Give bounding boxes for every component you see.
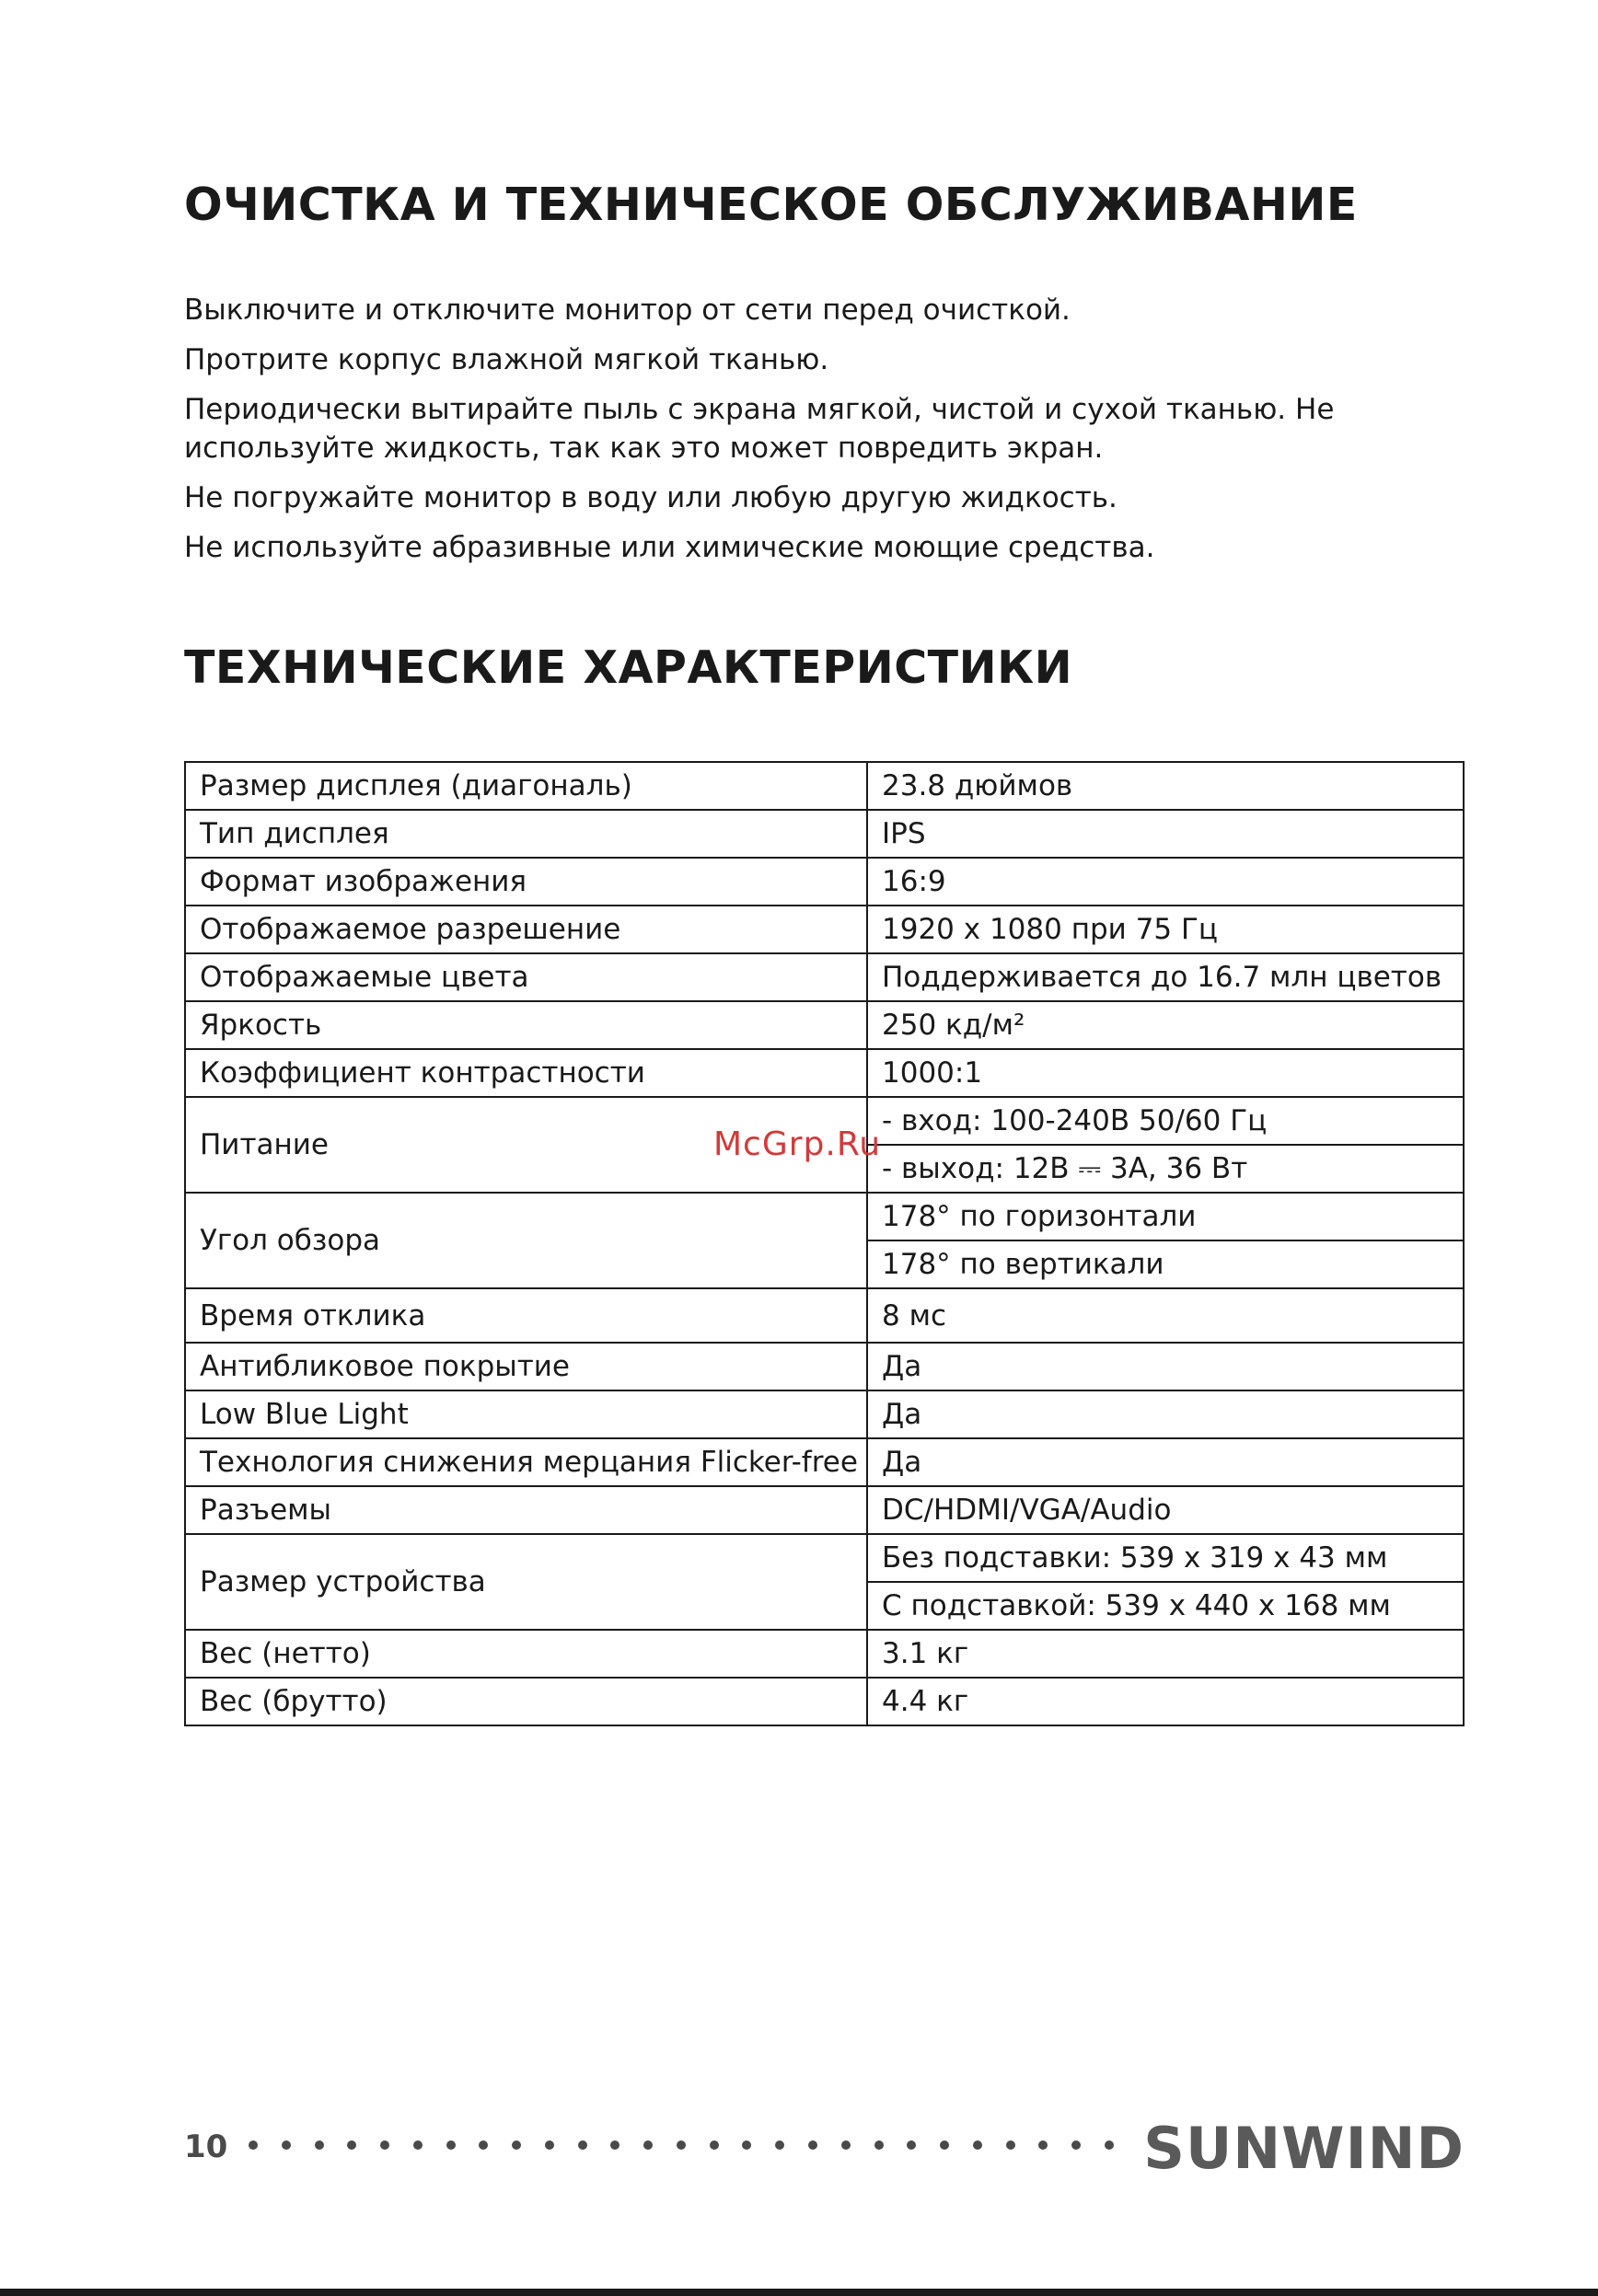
- table-row: [185, 1193, 1464, 1240]
- leader-dot: [973, 2140, 982, 2150]
- spec-label: Вес (нетто): [185, 1630, 867, 1678]
- leader-dot: [545, 2140, 554, 2150]
- spec-label: Вес (брутто): [185, 1678, 867, 1725]
- spec-label: Размер дисплея (диагональ): [185, 762, 867, 810]
- spec-label: Разъемы: [185, 1486, 867, 1534]
- spec-value: 1920 x 1080 при 75 Гц: [867, 906, 1464, 953]
- leader-dot: [282, 2140, 291, 2150]
- leader-dot: [1071, 2140, 1081, 2150]
- leader-dot: [512, 2140, 521, 2150]
- cleaning-heading: ОЧИСТКА И ТЕХНИЧЕСКОЕ ОБСЛУЖИВАНИЕ: [184, 179, 1358, 231]
- spec-value: 3.1 кг: [867, 1630, 1464, 1678]
- spec-value: Без подставки: 539 x 319 x 43 мм: [867, 1534, 1464, 1582]
- table-row: [185, 1438, 1464, 1486]
- specs-table: [184, 761, 1465, 1726]
- spec-label: Low Blue Light: [185, 1390, 867, 1438]
- spec-value: 4.4 кг: [867, 1678, 1464, 1725]
- leader-dot: [775, 2140, 784, 2150]
- spec-label: Коэффициент контрастности: [185, 1049, 867, 1097]
- leader-dot: [446, 2140, 456, 2150]
- cleaning-paragraph: Периодически вытирайте пыль с экрана мягкой, чистой и сухой тканью. Не используйте жидкость, так как это может повредить экран.: [184, 393, 1335, 465]
- table-row: [185, 1049, 1464, 1097]
- leader-dot: [610, 2140, 620, 2150]
- spec-value: 8 мс: [867, 1288, 1464, 1343]
- spec-label: Формат изображения: [185, 858, 867, 906]
- leader-dot: [578, 2140, 587, 2150]
- spec-label: Отображаемое разрешение: [185, 906, 867, 953]
- spec-value: 23.8 дюймов: [867, 762, 1464, 810]
- spec-label: Антибликовое покрытие: [185, 1343, 867, 1390]
- leader-dot: [479, 2140, 488, 2150]
- leader-dot: [380, 2140, 389, 2150]
- cleaning-paragraph: Выключите и отключите монитор от сети перед очисткой.: [184, 294, 1071, 327]
- watermark: McGrp.Ru: [713, 1125, 882, 1163]
- spec-value: - вход: 100-240В 50/60 Гц: [867, 1097, 1464, 1145]
- table-row: [185, 1678, 1464, 1725]
- spec-value: 1000:1: [867, 1049, 1464, 1097]
- spec-value: С подставкой: 539 x 440 x 168 мм: [867, 1582, 1464, 1630]
- table-row: [185, 953, 1464, 1001]
- table-row: [185, 762, 1464, 810]
- footer-dot-leader: [249, 2140, 1114, 2151]
- leader-dot: [742, 2140, 751, 2150]
- spec-label: Размер устройства: [185, 1534, 867, 1630]
- cleaning-paragraph: Не погружайте монитор в воду или любую другую жидкость.: [184, 481, 1117, 514]
- leader-dot: [907, 2140, 916, 2150]
- table-row: [185, 1001, 1464, 1049]
- spec-value: 16:9: [867, 858, 1464, 906]
- spec-label: Яркость: [185, 1001, 867, 1049]
- leader-dot: [874, 2140, 884, 2150]
- cleaning-paragraph: Не используйте абразивные или химические моющие средства.: [184, 531, 1155, 564]
- spec-value: Поддерживается до 16.7 млн цветов: [867, 953, 1464, 1001]
- leader-dot: [841, 2140, 851, 2150]
- table-row: [185, 906, 1464, 953]
- page-number: 10: [184, 2129, 228, 2165]
- table-row: [185, 1343, 1464, 1390]
- table-row: [185, 1534, 1464, 1582]
- table-row: [185, 1288, 1464, 1343]
- leader-dot: [1006, 2140, 1015, 2150]
- spec-value: IPS: [867, 810, 1464, 858]
- spec-label: Технология снижения мерцания Flicker-free: [185, 1438, 867, 1486]
- specs-heading: ТЕХНИЧЕСКИЕ ХАРАКТЕРИСТИКИ: [184, 641, 1073, 694]
- table-row: [185, 858, 1464, 906]
- spec-value: Да: [867, 1438, 1464, 1486]
- leader-dot: [1038, 2140, 1048, 2150]
- table-row: [185, 1630, 1464, 1678]
- spec-label: Время отклика: [185, 1288, 867, 1343]
- spec-value: 250 кд/м²: [867, 1001, 1464, 1049]
- table-row: [185, 810, 1464, 858]
- leader-dot: [1105, 2140, 1114, 2150]
- page-bottom-edge: [0, 2289, 1598, 2296]
- spec-label: Угол обзора: [185, 1193, 867, 1288]
- spec-value: Да: [867, 1343, 1464, 1390]
- leader-dot: [643, 2140, 653, 2150]
- leader-dot: [315, 2140, 324, 2150]
- brand-logo: SUNWIND: [1143, 2115, 1465, 2182]
- leader-dot: [249, 2140, 258, 2150]
- spec-value: Да: [867, 1390, 1464, 1438]
- leader-dot: [710, 2140, 719, 2150]
- leader-dot: [413, 2140, 423, 2150]
- leader-dot: [347, 2140, 356, 2150]
- spec-value: - выход: 12В ⎓ 3А, 36 Вт: [867, 1145, 1464, 1193]
- leader-dot: [677, 2140, 686, 2150]
- leader-dot: [940, 2140, 949, 2150]
- spec-label: Питание: [185, 1097, 867, 1193]
- spec-label: Отображаемые цвета: [185, 953, 867, 1001]
- spec-value: 178° по вертикали: [867, 1240, 1464, 1288]
- table-row: [185, 1390, 1464, 1438]
- cleaning-paragraph: Протрите корпус влажной мягкой тканью.: [184, 343, 829, 376]
- spec-value: 178° по горизонтали: [867, 1193, 1464, 1240]
- table-row: [185, 1486, 1464, 1534]
- leader-dot: [808, 2140, 817, 2150]
- spec-label: Тип дисплея: [185, 810, 867, 858]
- cleaning-instructions: [184, 291, 1473, 578]
- spec-value: DC/HDMI/VGA/Audio: [867, 1486, 1464, 1534]
